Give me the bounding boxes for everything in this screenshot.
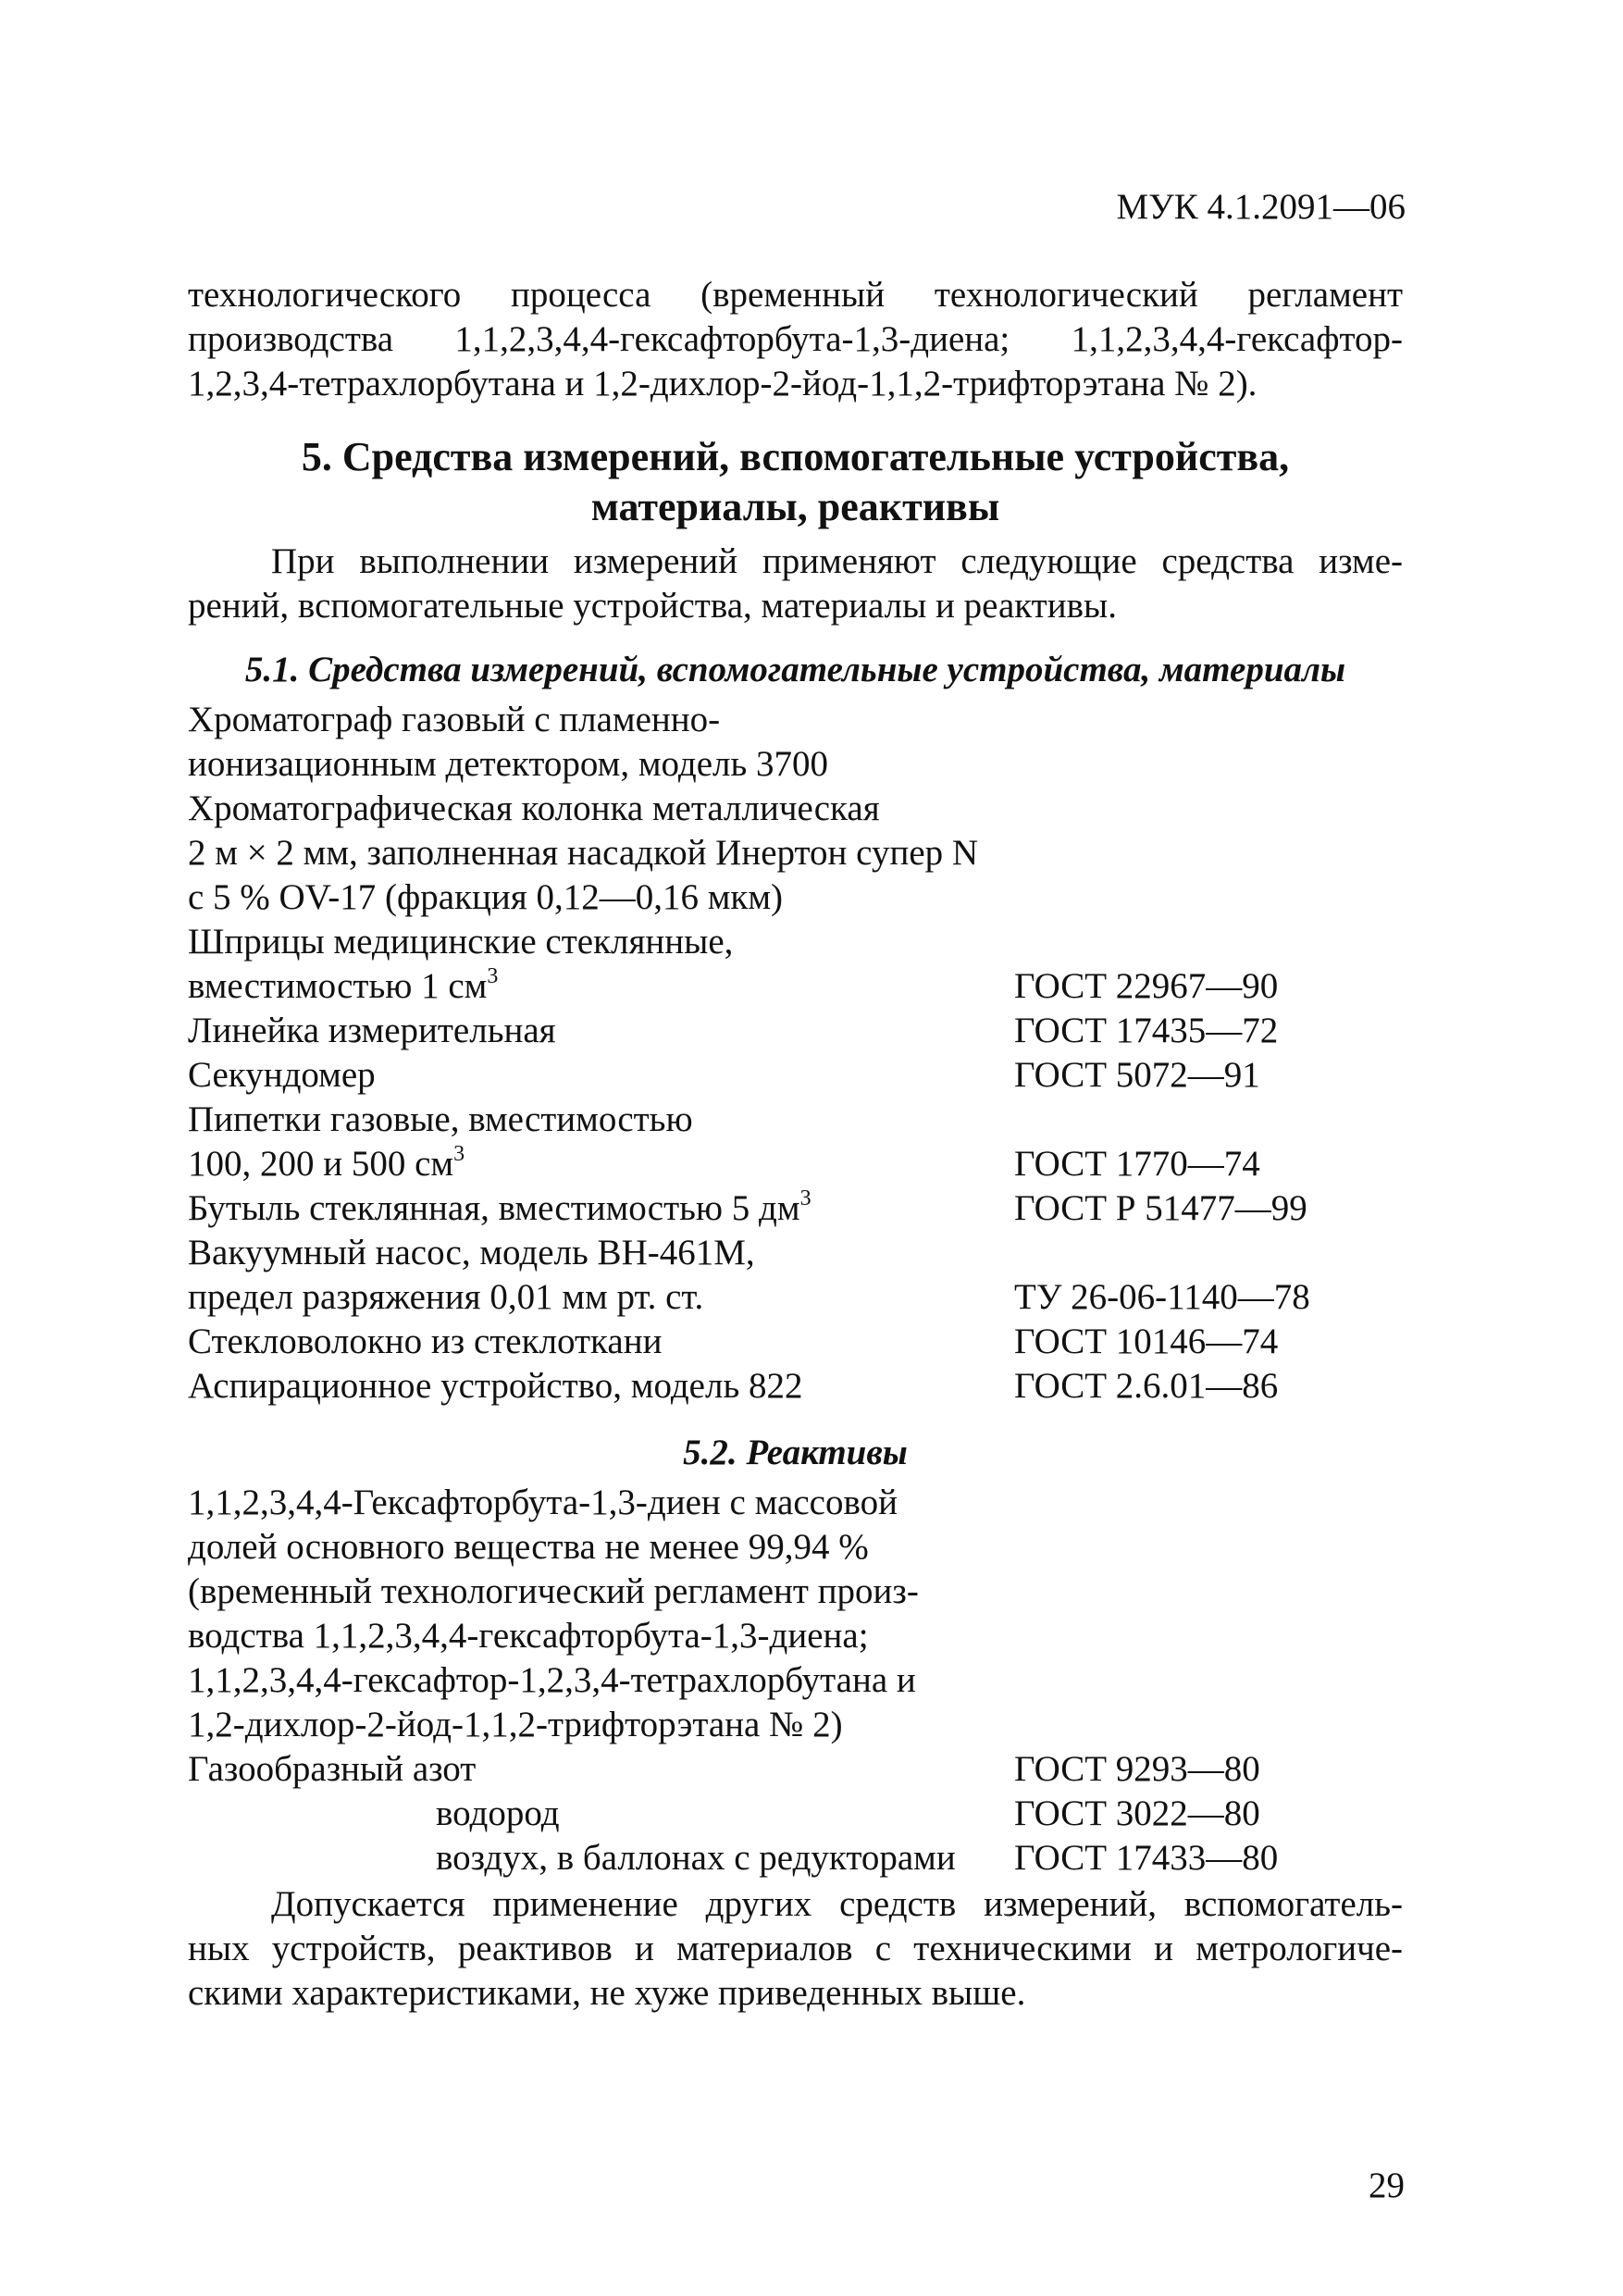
standard-reference: ТУ 26-06-1140—78	[1014, 1277, 1310, 1317]
item-name	[188, 1614, 869, 1658]
item-name-text: 1,1,2,3,4,4-гексафтор-1,2,3,4-тетрахлорбутана и	[188, 1660, 916, 1700]
list-row	[188, 1098, 1403, 1142]
page-number: 29	[1369, 2166, 1405, 2205]
item-name-text: воздух, в баллонах с редукторами	[436, 1838, 956, 1878]
item-name	[188, 1658, 916, 1703]
item-name	[188, 787, 880, 831]
item-name	[436, 1836, 956, 1880]
list-row	[188, 787, 1403, 831]
standard-reference: ГОСТ 9293—80	[1014, 1749, 1260, 1789]
reagents-list	[188, 1481, 1403, 1880]
section-title	[188, 432, 1403, 532]
item-name-text: Шприцы медицинские стеклянные,	[188, 922, 734, 962]
item-name	[188, 1009, 556, 1053]
list-row	[188, 1570, 1403, 1614]
list-row	[188, 1009, 1403, 1053]
item-name	[436, 1792, 560, 1836]
list-row	[188, 1792, 1403, 1836]
item-name	[188, 1703, 843, 1747]
item-name-text: Аспирационное устройство, модель 822	[188, 1366, 803, 1406]
standard-reference: ГОСТ 1770—74	[1014, 1144, 1260, 1184]
item-name	[188, 831, 978, 875]
intro-paragraph	[188, 273, 1403, 406]
section-paragraph	[188, 540, 1403, 628]
list-row	[188, 1142, 1403, 1186]
standard-reference: ГОСТ 3022—80	[1014, 1793, 1260, 1833]
list-row	[188, 1747, 1403, 1792]
item-name-text: Стекловолокно из стеклоткани	[188, 1322, 663, 1361]
item-name-text: предел разряжения 0,01 мм рт. ст.	[188, 1277, 704, 1317]
intro-line: производства 1,1,2,3,4,4-гексафторбута-1,3-диена; 1,1,2,3,4,4-гексафтор-	[188, 319, 1403, 359]
list-row	[188, 831, 1403, 875]
subsection-title-5-2: 5.2. Реактивы	[683, 1433, 908, 1472]
intro-line: технологического процесса (временный технологический регламент	[188, 275, 1403, 315]
list-row	[188, 742, 1403, 787]
standard-reference: ГОСТ Р 51477—99	[1014, 1188, 1307, 1228]
item-name-text: Газообразный азот	[188, 1749, 477, 1789]
standard-reference: ГОСТ 2.6.01—86	[1014, 1366, 1279, 1406]
equipment-list	[188, 698, 1403, 1409]
item-name-text: Пипетки газовые, вместимостью	[188, 1099, 693, 1139]
item-name-text: Секундомер	[188, 1055, 376, 1095]
list-row	[188, 964, 1403, 1009]
item-name-text: 2 м × 2 мм, заполненная насадкой Инертон супер N	[188, 833, 979, 873]
closing-line: Допускается применение других средств измерений, вспомогатель-	[271, 1884, 1403, 1924]
document-code: МУК 4.1.2091—06	[1116, 187, 1406, 227]
item-name	[188, 1525, 869, 1570]
list-row	[188, 1231, 1403, 1275]
item-name-text: Хроматографическая колонка металлическая	[188, 788, 880, 828]
item-name-text: 1,2-дихлор-2-йод-1,1,2-трифторэтана № 2)	[188, 1705, 843, 1744]
list-row	[188, 1481, 1403, 1525]
item-name-text: (временный технологический регламент произ-	[188, 1571, 919, 1611]
item-name-text: Вакуумный насос, модель ВН-461М,	[188, 1233, 755, 1272]
list-row	[188, 1658, 1403, 1703]
section-title-line: 5. Средства измерений, вспомогательные устройства,	[301, 434, 1290, 479]
item-name	[188, 1364, 803, 1409]
list-row	[188, 1614, 1403, 1658]
standard-reference: ГОСТ 22967—90	[1014, 966, 1279, 1006]
closing-paragraph	[188, 1882, 1403, 2016]
item-name	[188, 742, 828, 787]
item-name	[188, 1747, 476, 1792]
item-name	[188, 920, 733, 964]
unit-superscript: 3	[487, 964, 499, 988]
item-name	[188, 1186, 812, 1231]
item-name-text: Хроматограф газовый с пламенно-	[188, 700, 721, 739]
item-name-text: 1,1,2,3,4,4-Гексафторбута-1,3-диен с массовой	[188, 1483, 898, 1522]
item-name-text: ионизационным детектором, модель 3700	[188, 744, 829, 784]
item-name-text: Бутыль стеклянная, вместимостью 5 дм	[188, 1188, 800, 1228]
intro-line: 1,2,3,4-тетрахлорбутана и 1,2-дихлор-2-йод-1,1,2-трифторэтана № 2).	[188, 364, 1258, 403]
unit-superscript: 3	[453, 1142, 465, 1166]
item-name-text: Линейка измерительная	[188, 1011, 556, 1050]
list-row	[188, 1703, 1403, 1747]
item-name	[188, 1320, 662, 1364]
item-name	[188, 1142, 465, 1186]
item-name	[188, 875, 783, 920]
list-row	[188, 1320, 1403, 1364]
item-name-text: вместимостью 1 см	[188, 966, 488, 1006]
list-row	[188, 875, 1403, 920]
section-paragraph-line: рений, вспомогательные устройства, материалы и реактивы.	[188, 586, 1117, 626]
standard-reference: ГОСТ 17433—80	[1014, 1838, 1279, 1878]
list-row	[188, 1836, 1403, 1880]
unit-superscript: 3	[799, 1186, 812, 1210]
item-name	[188, 698, 720, 742]
item-name	[188, 1098, 693, 1142]
item-name	[188, 1570, 919, 1614]
item-name-text: с 5 % OV-17 (фракция 0,12—0,16 мкм)	[188, 877, 784, 917]
list-row	[188, 1364, 1403, 1409]
item-name	[188, 1053, 376, 1098]
item-name	[188, 964, 498, 1009]
section-paragraph-line: При выполнении измерений применяют следующие средства изме-	[271, 541, 1403, 581]
list-row	[188, 1186, 1403, 1231]
closing-line: ных устройств, реактивов и материалов с техническими и метрологиче-	[188, 1929, 1403, 1968]
list-row	[188, 920, 1403, 964]
item-name-text: 100, 200 и 500 см	[188, 1144, 454, 1184]
closing-line: скими характеристиками, не хуже приведенных выше.	[188, 1973, 1026, 2013]
list-row	[188, 1525, 1403, 1570]
list-row	[188, 1053, 1403, 1098]
standard-reference: ГОСТ 10146—74	[1014, 1322, 1279, 1361]
item-name	[188, 1275, 703, 1320]
item-name-text: водства 1,1,2,3,4,4-гексафторбута-1,3-диена;	[188, 1616, 869, 1656]
standard-reference: ГОСТ 17435—72	[1014, 1011, 1279, 1050]
list-row	[188, 698, 1403, 742]
section-title-line: материалы, реактивы	[590, 484, 1000, 529]
subsection-title-5-1: 5.1. Средства измерений, вспомогательные устройства, материалы	[244, 650, 1346, 689]
item-name-text: водород	[436, 1793, 560, 1833]
item-name-text: долей основного вещества не менее 99,94 %	[188, 1527, 869, 1567]
item-name	[188, 1481, 898, 1525]
standard-reference: ГОСТ 5072—91	[1014, 1055, 1260, 1095]
item-name	[188, 1231, 755, 1275]
list-row	[188, 1275, 1403, 1320]
